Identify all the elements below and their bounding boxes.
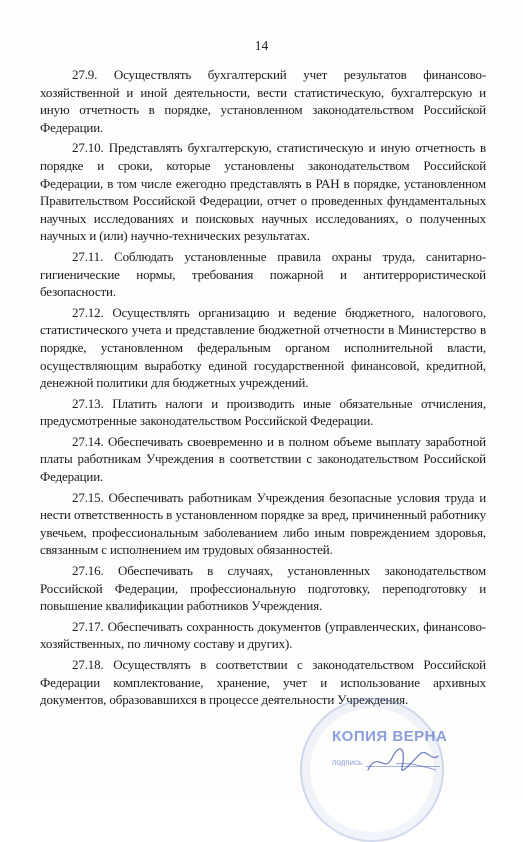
stamp-sign-label: подпись (332, 758, 363, 767)
stamp-title: КОПИЯ ВЕРНА (332, 728, 448, 745)
page-number: 14 (254, 38, 269, 53)
stamp-seal-ring (300, 698, 444, 842)
clause-27-16: 27.16. Обеспечивать в случаях, установленных законодательством Российской Федерации, профессиональную подготовку, переподготовку и повышение квалификации работников Учреждения. (40, 563, 486, 614)
clause-27-18: 27.18. Осуществлять в соответствии с законодательством Российской Федерации комплектование, хранение, учет и использование архивных документов, образовавшихся в процессе деятельности Учреждения. (40, 657, 486, 708)
clause-27-9: 27.9. Осуществлять бухгалтерский учет результатов финансово-хозяйственной и иной деятельности, вести статистическую, бухгалтерскую и иную отчетность в порядке, установленном законодательством Российской Федерации. (40, 67, 486, 135)
clause-27-11: 27.11. Соблюдать установленные правила охраны труда, санитарно-гигиенические нормы, требования пожарной и антитеррористической безопасности. (40, 248, 486, 300)
clause-27-14: 27.14. Обеспечивать своевременно и в полном объеме выплату заработной платы работникам Учреждения в соответствии с законодательством Российской Федерации. (40, 433, 486, 485)
handwritten-signature (362, 740, 442, 780)
clause-27-13: 27.13. Платить налоги и производить иные обязательные отчисления, предусмотренные законодательством Российской Федерации. (40, 395, 486, 429)
clause-27-12: 27.12. Осуществлять организацию и ведение бюджетного, налогового, статистического учета и представление бюджетной отчетности в Министерство в порядке, установленном федеральным органом исполнительной власти, осуществляющим выработку единой государственной финансовой, кредитной, денежной политики для бюджетных учреждений. (40, 304, 486, 391)
clause-27-10: 27.10. Представлять бухгалтерскую, статистическую и иную отчетность в порядке и сроки, которые установлены законодательством Российской Федерации, в том числе ежегодно представлять в РАН в порядке, установленном Правительством Российской Федерации, отчет о проведенных фундаментальных научных исследованиях и поисковых научных исследованиях, о полученных научных и (или) научно-технических результатах. (40, 140, 486, 244)
stamp-sign-line (366, 766, 440, 767)
clause-27-17: 27.17. Обеспечивать сохранность документов (управленческих, финансово-хозяйственных, по личному составу и других). (40, 618, 486, 652)
clause-27-15: 27.15. Обеспечивать работникам Учреждения безопасные условия труда и нести ответственность в установленном порядке за вред, причиненный работнику увечьем, профессиональным заболеванием либо иным повреждением здоровья, связанным с исполнением им трудовых обязанностей. (40, 489, 486, 558)
document-body (40, 66, 486, 712)
